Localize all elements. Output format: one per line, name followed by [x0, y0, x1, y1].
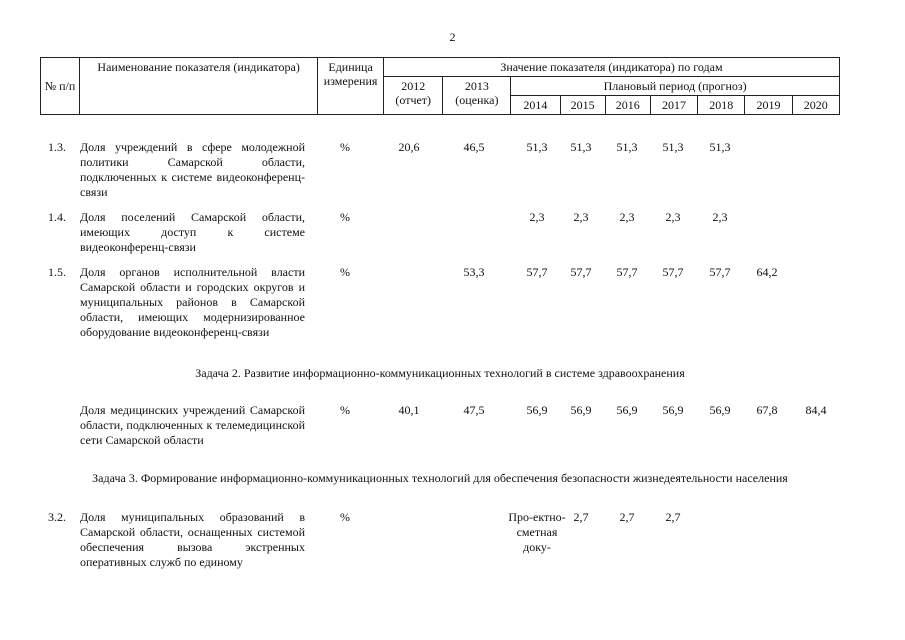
header-unit: Единица измерения	[318, 58, 384, 115]
header-year: 2019	[745, 96, 792, 115]
row-num: 3.2.	[48, 510, 66, 524]
header-values-title: Значение показателя (индикатора) по годам	[383, 58, 839, 77]
header-2013: 2013 (оценка)	[443, 77, 511, 115]
cell-2017: 57,7	[662, 265, 684, 279]
row-unit: %	[340, 403, 350, 417]
cell-2020: 84,4	[805, 403, 827, 417]
header-year: 2020	[792, 96, 839, 115]
header-year: 2018	[698, 96, 745, 115]
header-year: 2016	[605, 96, 650, 115]
cell-2016: 56,9	[616, 403, 638, 417]
task-heading: Задача 3. Формирование информационно-коммуникационных технологий для обеспечения безопасности жизнедеятельности населения	[92, 471, 788, 485]
header-2012: 2012 (отчет)	[383, 77, 443, 115]
cell-2013: 47,5	[463, 403, 485, 417]
cell-2015: 2,7	[573, 510, 589, 524]
header-year: 2017	[650, 96, 697, 115]
cell-2012: 20,6	[398, 140, 420, 154]
cell-2018: 51,3	[709, 140, 731, 154]
cell-2018: 2,3	[712, 210, 728, 224]
row-num: 1.5.	[48, 265, 66, 279]
header-num: № п/п	[41, 58, 80, 115]
cell-2016: 2,3	[619, 210, 635, 224]
cell-2019: 67,8	[756, 403, 778, 417]
header-name: Наименование показателя (индикатора)	[80, 58, 318, 115]
cell-2012: 40,1	[398, 403, 420, 417]
row-name: Доля муниципальных образований в Самарской области, оснащенных системой обеспечения вызова экстренных оперативных служб по единому	[80, 510, 305, 569]
cell-2017: 2,3	[665, 210, 681, 224]
cell-2018: 57,7	[709, 265, 731, 279]
cell-2019: 64,2	[756, 265, 778, 279]
page-number: 2	[449, 30, 456, 44]
header-year: 2015	[560, 96, 605, 115]
row-unit: %	[340, 140, 350, 154]
cell-2013: 53,3	[463, 265, 485, 279]
row-num: 1.3.	[48, 140, 66, 154]
cell-2014: 57,7	[526, 265, 548, 279]
cell-2014: 51,3	[526, 140, 548, 154]
row-num: 1.4.	[48, 210, 66, 224]
task-heading: Задача 2. Развитие информационно-коммуникационных технологий в системе здравоохранения	[195, 366, 685, 380]
cell-2016: 57,7	[616, 265, 638, 279]
cell-2015: 2,3	[573, 210, 589, 224]
cell-2015: 57,7	[570, 265, 592, 279]
cell-2017: 2,7	[665, 510, 681, 524]
cell-2014: 56,9	[526, 403, 548, 417]
cell-2013: 46,5	[463, 140, 485, 154]
cell-2015: 56,9	[570, 403, 592, 417]
row-unit: %	[340, 210, 350, 224]
row-unit: %	[340, 265, 350, 279]
cell-2016: 2,7	[619, 510, 635, 524]
cell-2014: Про-ектно-сметная доку-	[508, 510, 566, 554]
cell-2018: 56,9	[709, 403, 731, 417]
cell-2017: 56,9	[662, 403, 684, 417]
table-header	[40, 57, 840, 115]
row-unit: %	[340, 510, 350, 524]
cell-2014: 2,3	[529, 210, 545, 224]
header-plan-title: Плановый период (прогноз)	[511, 77, 840, 96]
row-name: Доля органов исполнительной власти Самарской области и городских округов и муниципальных районов в Самарской области, имеющих модернизированное оборудование видеоконференц-связи	[80, 265, 305, 339]
row-name: Доля медицинских учреждений Самарской области, подключенных к телемедицинской сети Самарской области	[80, 403, 305, 447]
row-name: Доля поселений Самарской области, имеющих доступ к системе видеоконференц-связи	[80, 210, 305, 254]
cell-2016: 51,3	[616, 140, 638, 154]
cell-2015: 51,3	[570, 140, 592, 154]
header-year: 2014	[511, 96, 560, 115]
row-name: Доля учреждений в сфере молодежной политики Самарской области, подключенных к системе видеоконференц-связи	[80, 140, 305, 199]
cell-2017: 51,3	[662, 140, 684, 154]
